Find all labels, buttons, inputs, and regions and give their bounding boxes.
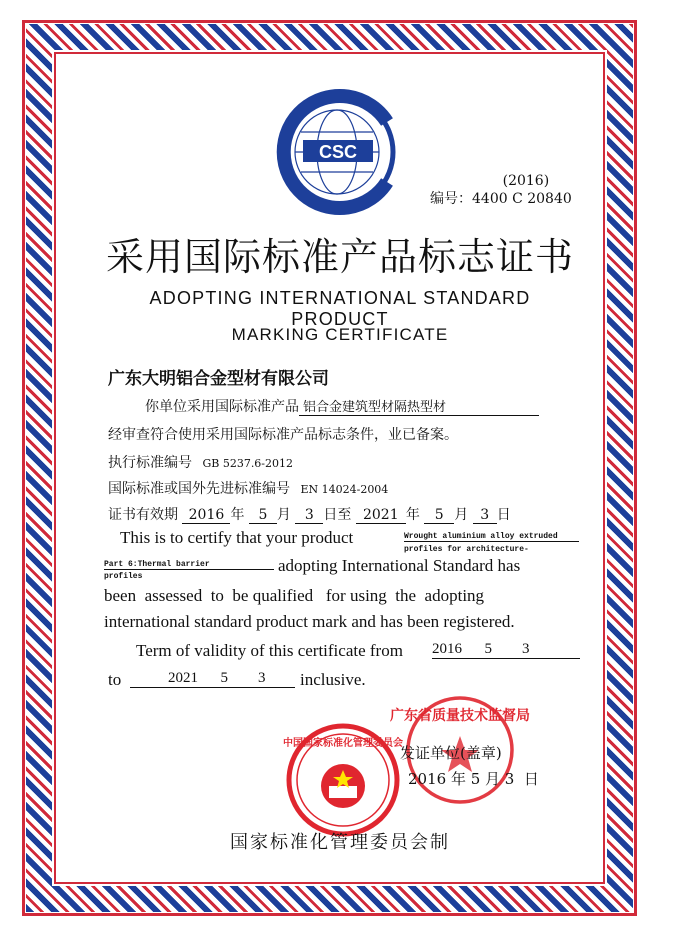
term-prefix: Term of validity of this certificate from xyxy=(136,641,403,660)
validity-month-char2: 月 xyxy=(454,507,469,523)
validity-day-char1: 日至 xyxy=(323,507,352,523)
assessed-text: been assessed to be qualified for using the adopting xyxy=(104,586,485,605)
issuer-label: 发证单位(盖章) xyxy=(400,744,502,762)
review-statement: 经审查符合使用采用国际标准产品标志条件，业已备案。 xyxy=(108,427,458,443)
title-english-line1: ADOPTING INTERNATIONAL STANDARD PRODUCT xyxy=(149,288,531,329)
product-prefix: 你单位采用国际标准产品 xyxy=(145,399,299,415)
company-name: 广东大明铝合金型材有限公司 xyxy=(108,369,329,389)
seal-left-icon xyxy=(283,720,403,840)
validity-year-char1: 年 xyxy=(230,507,245,523)
validity-from-day: 3 xyxy=(295,507,323,524)
intl-standard-value: EN 14024-2004 xyxy=(300,483,389,496)
standard-number-value: GB 5237.6-2012 xyxy=(202,457,294,470)
validity-from-year: 2016 xyxy=(182,507,230,524)
issue-date: 2016 年 5 月 3 日 xyxy=(408,770,539,788)
certificate-year: (2016) xyxy=(502,173,550,189)
product-name-en-block2 xyxy=(104,560,274,570)
validity-from-month: 5 xyxy=(249,507,277,524)
svg-text:CSC: CSC xyxy=(318,142,358,162)
seal-left-text: 中国国家标准化管理委员会 xyxy=(283,738,403,749)
footer-issuer: 国家标准化管理委员会制 xyxy=(230,832,450,853)
standard-number-label: 执行标准编号 xyxy=(108,455,192,471)
adopting-text: adopting International Standard has xyxy=(278,556,521,575)
product-line-cn xyxy=(145,396,539,416)
validity-to-month: 5 xyxy=(424,507,454,524)
registered-text: international standard product mark and has been registered. xyxy=(104,612,515,631)
csc-logo-icon xyxy=(275,92,405,212)
product-name-cn: 铝合金建筑型材隔热型材 xyxy=(299,396,539,416)
validity-year-char2: 年 xyxy=(405,507,420,523)
certificate-number-value: 4400 C 20840 xyxy=(472,191,572,207)
title-english-line2: MARKING CERTIFICATE xyxy=(231,325,449,344)
product-name-en-1: Wrought aluminium alloy extruded xyxy=(404,532,558,541)
validity-line-cn xyxy=(108,504,578,524)
validity-month-char1: 月 xyxy=(276,507,291,523)
product-name-en-3: Part 6:Thermal barrier xyxy=(104,560,210,569)
product-name-en-block1 xyxy=(404,532,579,542)
certificate-number xyxy=(430,172,572,208)
product-name-en-4: profiles xyxy=(104,572,143,581)
intl-standard-label: 国际标准或国外先进标准编号 xyxy=(108,481,290,497)
validity-to-year: 2021 xyxy=(356,507,406,524)
validity-day-char2: 日 xyxy=(496,507,511,523)
validity-to-day: 3 xyxy=(473,507,497,524)
term-to: 2021 5 3 xyxy=(130,670,295,688)
term-from: 2016 5 3 xyxy=(432,641,580,659)
product-name-en-2: profiles for architecture- xyxy=(404,545,529,554)
title-chinese: 采用国际标准产品标志证书 xyxy=(105,235,574,279)
intl-standard-line xyxy=(108,478,388,498)
inclusive-text: inclusive. xyxy=(300,670,366,689)
validity-label: 证书有效期 xyxy=(108,507,178,523)
seal-right-text: 广东省质量技术监督局 xyxy=(390,708,530,724)
standard-number-line xyxy=(108,452,293,472)
certificate-number-label: 编号： xyxy=(430,191,472,207)
certify-prefix: This is to certify that your product xyxy=(120,528,354,547)
term-to-label: to xyxy=(108,670,122,689)
